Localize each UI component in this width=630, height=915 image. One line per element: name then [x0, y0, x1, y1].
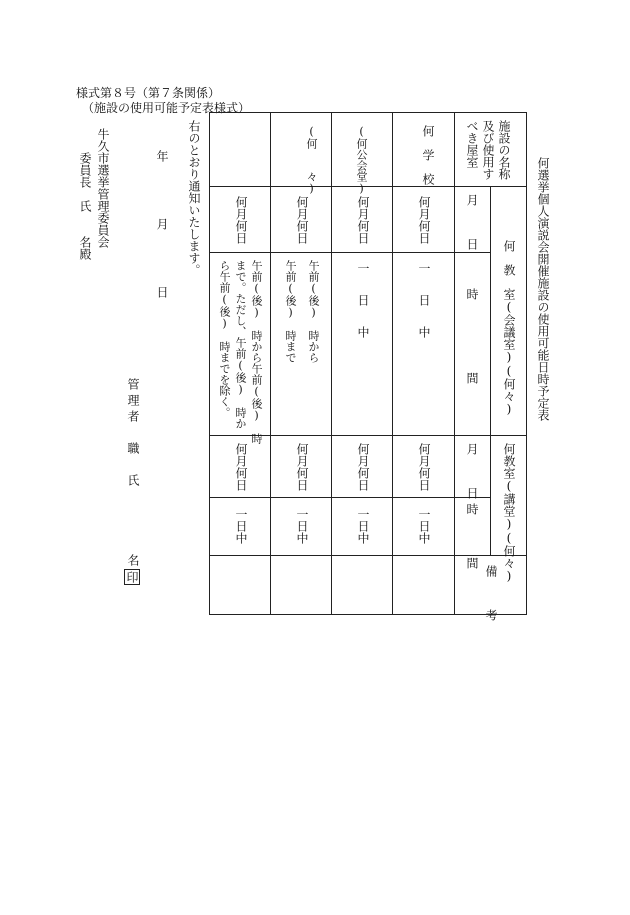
- col3-time1a: 午前(後) 時から: [307, 260, 320, 363]
- facility-label-1: 施設の名称: [497, 120, 511, 180]
- remarks-label: 備 考: [484, 565, 498, 631]
- addressee-org: 牛久市選挙管理委員会: [96, 128, 110, 248]
- col4-time1b: まで。ただし、午前(後) 時か: [234, 260, 247, 429]
- col4-time1c: ら午前(後) 時までを除く。: [218, 260, 231, 418]
- seal-mark: 印: [125, 571, 139, 583]
- col4-time2: 一日中: [234, 508, 248, 544]
- facility-hall: (何公会堂): [355, 125, 368, 195]
- col1-time1: 一 日 中: [417, 262, 431, 342]
- col1-time2: 一日中: [417, 508, 431, 544]
- col2-time1: 一 日 中: [356, 262, 370, 342]
- form-subtitle: （施設の使用可能予定表様式）: [82, 101, 251, 115]
- facility-school: 何 学 校: [421, 125, 435, 185]
- col2-date2: 何月何日: [356, 443, 370, 491]
- col1-date2: 何月何日: [417, 443, 431, 491]
- col3-date1: 何月何日: [295, 196, 309, 244]
- col4-time1a: 午前(後) 時から午前(後) 時: [250, 260, 263, 444]
- form-number: 様式第８号（第７条関係）: [76, 86, 221, 100]
- date-line: 年 月 日: [155, 150, 169, 320]
- addressee-chair: 委員長 氏 名殿: [78, 152, 92, 260]
- col1-date1: 何月何日: [417, 196, 431, 244]
- col3-time2: 一日中: [295, 508, 309, 544]
- col3-time1b: 午前(後) 時まで: [284, 260, 297, 363]
- notice-text: 右のとおり通知いたします。: [187, 120, 201, 276]
- manager-name: 名: [126, 554, 140, 566]
- time-label-2: 時 間: [465, 503, 479, 575]
- date-label-2: 月 日: [465, 443, 479, 509]
- facility-other: (何 々): [305, 125, 318, 195]
- col3-date2: 何月何日: [295, 443, 309, 491]
- manager-title: 管理者 職 氏: [126, 378, 140, 490]
- date-label: 月 日: [465, 194, 479, 260]
- facility-label-3: べき屋室: [465, 120, 479, 168]
- col4-date2: 何月何日: [234, 443, 248, 491]
- time-label: 時 間: [465, 288, 479, 400]
- col2-time2: 一日中: [356, 508, 370, 544]
- facility-label-2: 及び使用す: [481, 120, 495, 180]
- doc-title: 何選挙個人演説会開催施設の使用可能日時予定表: [536, 157, 550, 421]
- room1-label: 何 教 室(会議室)(何々): [502, 240, 516, 416]
- col2-date1: 何月何日: [356, 196, 370, 244]
- room2-label: 何教室(講堂)(何々): [502, 443, 516, 583]
- col4-date1: 何月何日: [234, 196, 248, 244]
